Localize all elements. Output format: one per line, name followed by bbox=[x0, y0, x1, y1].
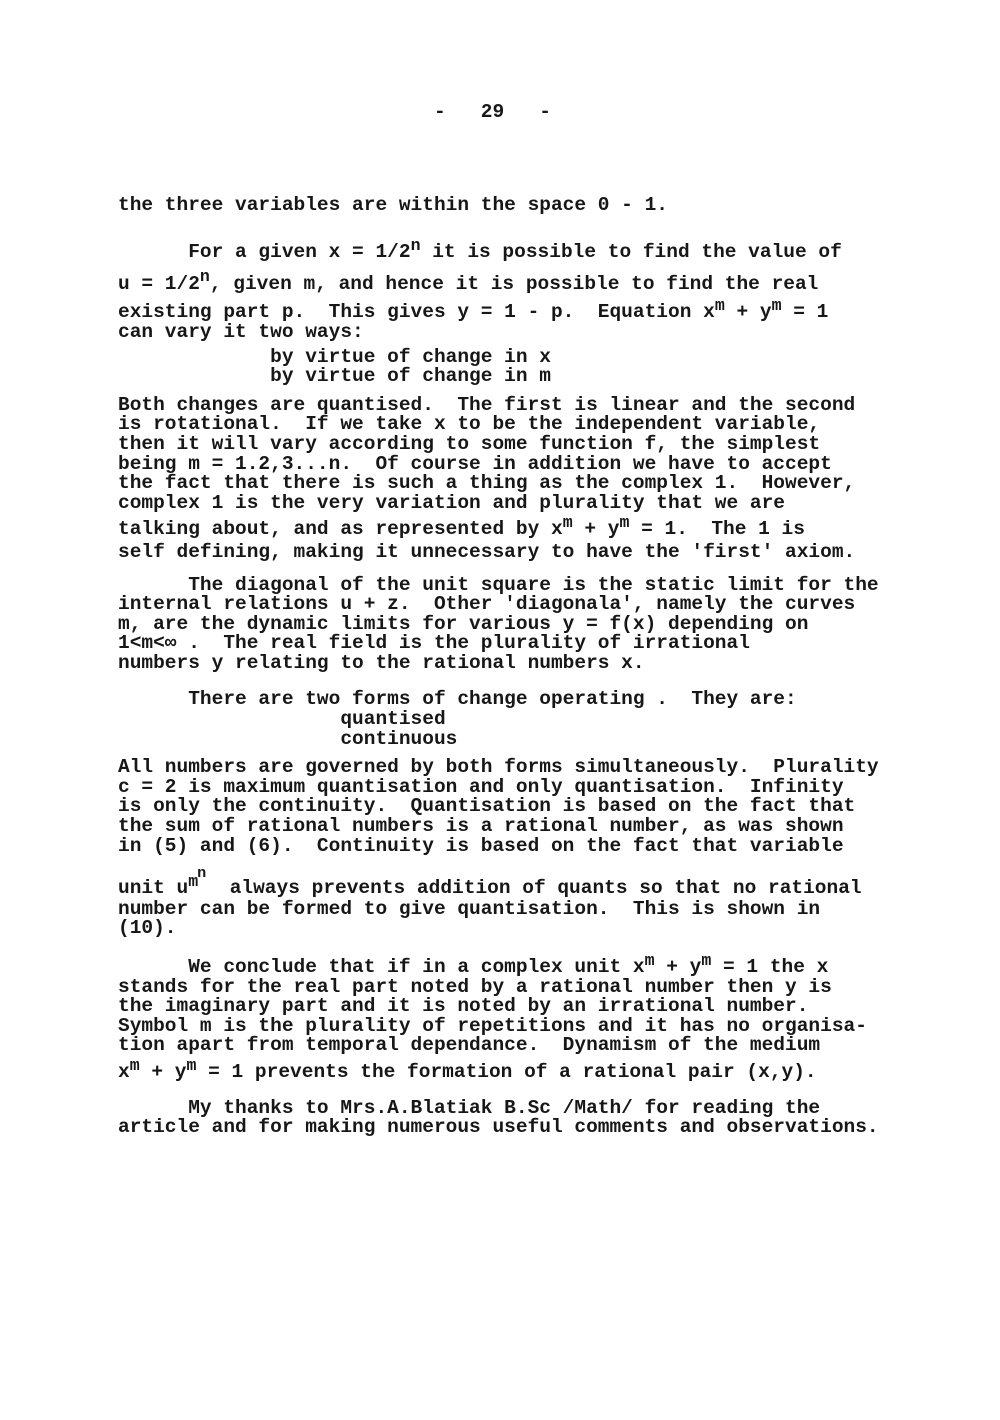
document-body bbox=[118, 193, 1000, 1139]
text-line: tion apart from temporal dependance. Dynamism of the medium bbox=[118, 1034, 821, 1057]
superscript: m bbox=[188, 871, 199, 891]
text-line: self defining, making it unnecessary to have the 'first' axiom. bbox=[118, 540, 856, 563]
text-line: article and for making numerous useful comments and observations. bbox=[118, 1116, 879, 1139]
text-line: the fact that there is such a thing as the complex 1. However, bbox=[118, 472, 856, 495]
text-line: For a given $x = 1/2^n$ it is possible to find the value of bbox=[118, 235, 842, 264]
text-line: All numbers are governed by both forms simultaneously. Plurality bbox=[118, 756, 879, 779]
text-line: quantised bbox=[118, 708, 446, 731]
text-line: c = 2 is maximum quantisation and only quantisation. Infinity bbox=[118, 775, 844, 798]
text-line: $u = 1/2^n$, given m, and hence it is possible to find the real bbox=[118, 267, 819, 295]
superscript: m bbox=[619, 512, 630, 532]
superscript: m bbox=[771, 295, 782, 315]
text-line: m, are the dynamic limits for various y = f(x) depending on bbox=[118, 612, 809, 635]
text-line: the sum of rational numbers is a rational number, as was shown bbox=[118, 815, 844, 838]
text-line: The diagonal of the unit square is the static limit for the bbox=[118, 573, 879, 596]
text-line: the imaginary part and it is noted by an irrational number. bbox=[118, 995, 809, 1018]
text-line: the three variables are within the space 0 - 1. bbox=[118, 193, 668, 216]
superscript: m bbox=[644, 950, 655, 970]
text-line: numbers y relating to the rational numbers x. bbox=[118, 651, 645, 674]
text-line: $x^m + y^m = 1$ prevents the formation of a rational pair (x,y). bbox=[118, 1055, 817, 1083]
text-line: then it will vary according to some function f, the simplest bbox=[118, 432, 821, 455]
page-number: - 29 - bbox=[118, 101, 551, 123]
text-line: My thanks to Mrs.A.Blatiak B.Sc /Math/ for reading the bbox=[118, 1096, 821, 1119]
superscript: n bbox=[199, 267, 210, 287]
text-line: by virtue of change in m bbox=[118, 365, 551, 388]
text-line: We conclude that if in a complex unit $x^m + y^m = 1$ the x bbox=[118, 950, 829, 978]
text-line: existing part p. This gives y = 1 - p. Equation $x^m + y^m = 1$ bbox=[118, 295, 829, 324]
superscript: m bbox=[562, 512, 573, 532]
superscript: n bbox=[410, 235, 421, 255]
superscript: m bbox=[701, 950, 712, 970]
text-line: internal relations u + z. Other 'diagonala', namely the curves bbox=[118, 593, 856, 616]
text-line: number can be formed to give quantisation. This is shown in bbox=[118, 897, 821, 920]
text-line: unit $u^{mn}$ always prevents addition of quants so that no rational bbox=[118, 864, 862, 900]
superscript: m bbox=[186, 1055, 197, 1075]
text-line: There are two forms of change operating . They are: bbox=[118, 688, 797, 711]
text-line: 1<m<∞ . The real field is the plurality of irrational bbox=[118, 632, 750, 655]
text-line: complex 1 is the very variation and plurality that we are bbox=[118, 491, 786, 514]
text-line: stands for the real part noted by a rational number then y is bbox=[118, 975, 832, 998]
text-line: is only the continuity. Quantisation is based on the fact that bbox=[118, 795, 856, 818]
superscript: m bbox=[714, 295, 725, 315]
text-line: (10). bbox=[118, 917, 177, 940]
text-line: Both changes are quantised. The first is linear and the second bbox=[118, 393, 856, 416]
superscript: m bbox=[129, 1055, 140, 1075]
superscript: n bbox=[197, 864, 207, 883]
text-line: Symbol m is the plurality of repetitions and it has no organisa- bbox=[118, 1014, 867, 1037]
text-line: in (5) and (6). Continuity is based on the fact that variable bbox=[118, 834, 844, 857]
text-line: by virtue of change in x bbox=[118, 345, 551, 368]
text-line: is rotational. If we take x to be the independent variable, bbox=[118, 413, 821, 436]
text-line: talking about, and as represented by $x^m + y^m = 1$. The 1 is bbox=[118, 512, 805, 541]
text-line: can vary it two ways: bbox=[118, 320, 364, 343]
text-line: being m = 1.2,3...n. Of course in addition we have to accept bbox=[118, 452, 832, 475]
text-line: continuous bbox=[118, 727, 458, 750]
